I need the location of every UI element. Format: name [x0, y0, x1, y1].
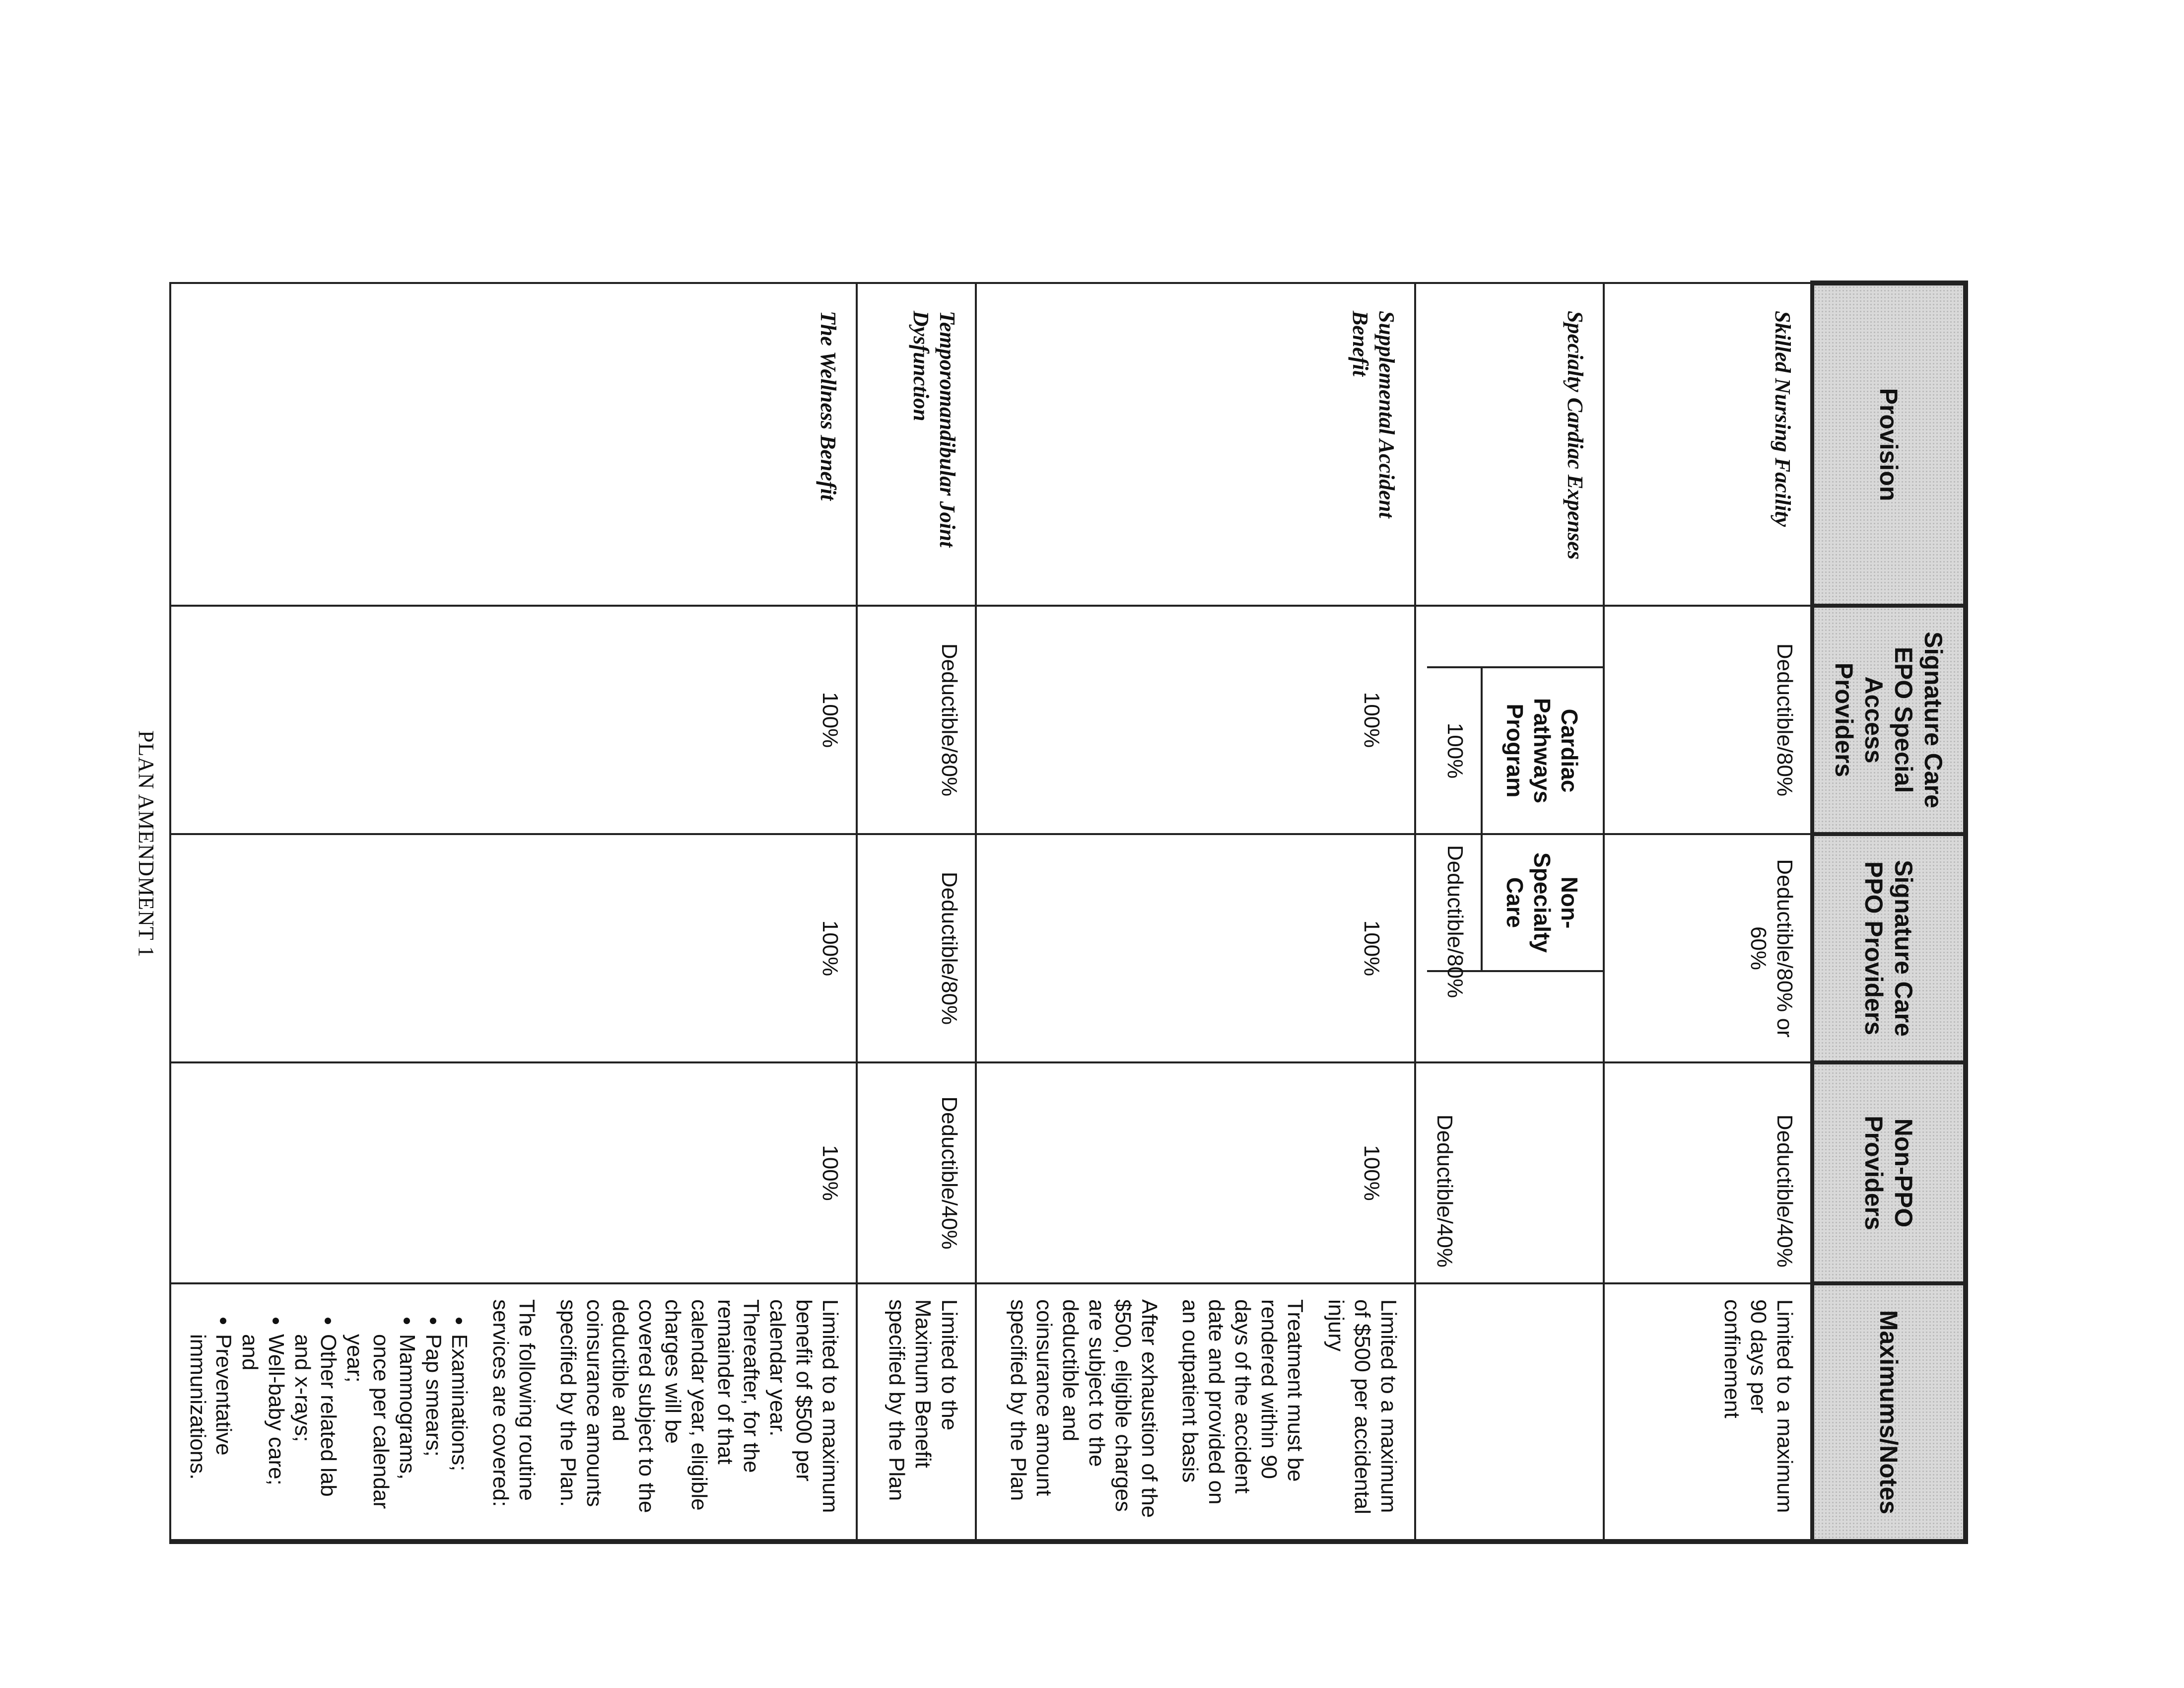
header-row [1812, 283, 1966, 1542]
non-ppo-cardiac [1415, 1062, 1604, 1283]
benefits-table [169, 281, 1968, 1544]
list-item: • Pap smears; [420, 1334, 446, 1524]
ppo-cardiac: Deductible/80% [1427, 835, 1481, 972]
subheader-non-specialty: Non-Specialty Care [1481, 835, 1603, 972]
list-item: • Preventative immunizations. [184, 1334, 237, 1524]
epo-cardiac-cell [1415, 606, 1604, 834]
wellness-services-list [184, 1299, 473, 1524]
notes-wellness [170, 1283, 857, 1542]
ppo-wellness: 100% [170, 834, 857, 1062]
epo-wellness: 100% [170, 606, 857, 834]
table-row [1415, 283, 1604, 1542]
epo-supplemental-accident: 100% [976, 606, 1415, 834]
non-ppo-skilled-nursing: Deductible/40% [1604, 1062, 1812, 1283]
notes-accident-limit: Limited to a maximum of $500 per accidental injury [1324, 1299, 1401, 1514]
non-ppo-tmj: Deductible/40% [857, 1062, 976, 1283]
notes-cardiac [1415, 1283, 1604, 1542]
notes-skilled-nursing: Limited to a maximum 90 days per confinement [1604, 1283, 1812, 1542]
non-ppo-cardiac-value: Deductible/40% [1432, 1114, 1457, 1267]
provision-tmj: Temporomandibular Joint Dysfunction [857, 283, 976, 606]
table-row [857, 283, 976, 1542]
table-row [976, 283, 1415, 1542]
non-ppo-wellness: 100% [170, 1062, 857, 1283]
epo-tmj: Deductible/80% [857, 606, 976, 834]
header-epo: Signature Care EPO Special Access Providers [1812, 606, 1966, 834]
provision-supplemental-accident: Supplemental Accident Benefit [976, 283, 1415, 606]
provision-cardiac: Specialty Cardiac Expenses [1415, 283, 1604, 606]
notes-accident-exhaustion: After exhaustion of the $500, eligible charges are subject to the deductible and coinsurance amount specified by the Plan [1006, 1299, 1161, 1518]
provision-skilled-nursing: Skilled Nursing Facility [1604, 283, 1812, 606]
ppo-supplemental-accident: 100% [976, 834, 1415, 1062]
page-footer: PLAN AMENDMENT 1 [134, 730, 158, 958]
header-non-ppo: Non-PPO Providers [1812, 1062, 1966, 1283]
list-item: • Other related lab and x-rays; [289, 1334, 341, 1524]
list-item: • Well-baby care; and [236, 1334, 289, 1524]
epo-cardiac: 100% [1427, 666, 1481, 833]
list-item: • Mammograms, once per calendar year; [341, 1334, 420, 1524]
epo-skilled-nursing: Deductible/80% [1604, 606, 1812, 834]
subheader-cardiac-pathways: Cardiac Pathways Program [1481, 666, 1603, 833]
ppo-cardiac-cell [1415, 834, 1604, 1062]
header-ppo: Signature Care PPO Providers [1812, 834, 1966, 1062]
table-row [1604, 283, 1812, 1542]
list-item: • Examinations; [446, 1334, 473, 1524]
notes-accident-treatment: Treatment must be rendered within 90 days of the accident date and provided on an outpatient basis [1178, 1299, 1307, 1505]
provision-wellness: The Wellness Benefit [170, 283, 857, 606]
header-notes: Maximums/Notes [1812, 1283, 1966, 1542]
notes-wellness-limit: Limited to a maximum benefit of $500 per calendar year. Thereafter, for the remainder of that calendar year, eligible charges will be covered subject to the deductible and coinsurance amounts specified by the Plan. [555, 1299, 842, 1513]
notes-tmj: Limited to the Maximum Benefit specified by the Plan [857, 1283, 976, 1542]
non-ppo-supplemental-accident: 100% [976, 1062, 1415, 1283]
ppo-skilled-nursing: Deductible/80% or 60% [1604, 834, 1812, 1062]
notes-wellness-services-intro: The following routine services are covered: [488, 1299, 540, 1507]
header-provision: Provision [1812, 283, 1966, 606]
notes-supplemental-accident [976, 1283, 1415, 1542]
ppo-tmj: Deductible/80% [857, 834, 976, 1062]
table-row [170, 283, 857, 1542]
